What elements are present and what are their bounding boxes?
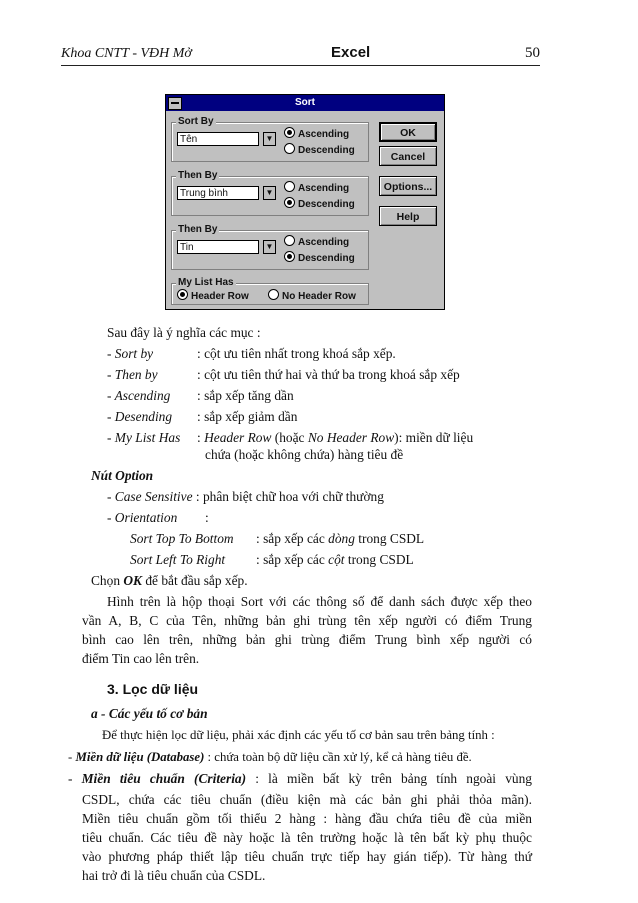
my-list-has-group <box>171 277 369 305</box>
header-center: Excel <box>331 44 371 61</box>
radio-off-icon <box>284 235 295 246</box>
para1-line3: bình cao lên trên, những bản ghi trùng điểm Trung bình xếp người có <box>82 632 532 647</box>
header-rule <box>61 65 540 66</box>
sort-by-group <box>171 116 369 162</box>
then-by-combo-2[interactable]: Tin <box>177 240 259 254</box>
section-heading: 3. Lọc dữ liệu <box>107 681 199 697</box>
ok-button[interactable]: OK <box>379 122 437 142</box>
criteria-line1: - Miền tiêu chuẩn (Criteria) : là miền bất kỳ trên bảng tính ngoài vùng <box>68 771 532 786</box>
sort-by-legend: Sort By <box>178 116 214 127</box>
then-by-2-descending-radio[interactable]: Descending <box>284 251 355 263</box>
sort-dialog <box>165 94 445 310</box>
page-number: 50 <box>525 45 540 61</box>
term-my-list-has: - My List Has <box>107 430 181 445</box>
sort-by-ascending-radio[interactable]: Ascending <box>284 127 349 139</box>
then-by-legend-1: Then By <box>178 170 218 181</box>
term-left-to-right: Sort Left To Right <box>130 552 226 567</box>
dialog-titlebar <box>166 95 444 111</box>
case-sensitive-line: - Case Sensitive : phân biệt chữ hoa với chữ thường <box>107 489 384 504</box>
subsection-heading: a - Các yếu tố cơ bản <box>91 706 208 721</box>
para2: Để thực hiện lọc dữ liệu, phải xác định các yếu tố cơ bản sau trên bảng tính : <box>102 728 495 742</box>
no-header-row-radio[interactable]: No Header Row <box>268 289 356 301</box>
criteria-line5: vào phương pháp thiết lập tiêu chuẩn trực tiếp hay gián tiếp). Từ hàng thứ <box>82 849 532 864</box>
para1-line4: điểm Tin cao lên trên. <box>82 651 200 666</box>
criteria-line6: hai trở đi là tiêu chuẩn của CSDL. <box>82 868 266 883</box>
then-by-legend-2: Then By <box>178 224 218 235</box>
page-header <box>61 40 540 66</box>
desc-left-to-right: : sắp xếp các cột trong CSDL <box>256 552 414 567</box>
radio-on-icon <box>284 251 295 262</box>
radio-on-icon <box>284 127 295 138</box>
intro-text: Sau đây là ý nghĩa các mục : <box>107 325 261 340</box>
criteria-line4: tiêu chuẩn. Các tiêu đề này hoặc là tên trường hoặc là tên bất kỳ phụ thuộc <box>82 830 532 845</box>
header-row-radio[interactable]: Header Row <box>177 289 249 301</box>
radio-on-icon <box>177 289 188 300</box>
desc-my-list-has-2: chứa (hoặc không chứa) hàng tiêu đề <box>205 447 404 462</box>
then-by-2-ascending-radio[interactable]: Ascending <box>284 235 349 247</box>
sort-by-combo[interactable]: Tên <box>177 132 259 146</box>
then-by-1-ascending-radio[interactable]: Ascending <box>284 181 349 193</box>
term-ascending: - Ascending <box>107 388 171 403</box>
desc-sort-by: : cột ưu tiên nhất trong khoá sắp xếp. <box>197 346 396 361</box>
my-list-has-legend: My List Has <box>178 277 234 288</box>
desc-top-to-bottom: : sắp xếp các dòng trong CSDL <box>256 531 425 546</box>
sort-by-dropdown-icon[interactable]: ▼ <box>263 132 276 146</box>
dialog-title: Sort <box>295 97 315 108</box>
option-heading: Nút Option <box>91 468 154 483</box>
criteria-line2: CSDL, chứa các tiêu chuẩn (điều kiện mà các bản ghi phải thỏa mãn). <box>82 792 532 807</box>
then-by-combo-1[interactable]: Trung bình <box>177 186 259 200</box>
term-sort-by: - Sort by <box>107 346 154 361</box>
term-orientation: - Orientation <box>107 510 178 525</box>
database-line: - Miền dữ liệu (Database) : chứa toàn bộ dữ liệu cần xử lý, kể cả hàng tiêu đề. <box>68 750 472 764</box>
then-by-1-descending-radio[interactable]: Descending <box>284 197 355 209</box>
header-left: Khoa CNTT - VĐH Mở <box>61 46 192 61</box>
cancel-button[interactable]: Cancel <box>379 146 437 166</box>
radio-off-icon <box>284 181 295 192</box>
desc-ascending: : sắp xếp tăng dần <box>197 388 294 403</box>
desc-then-by: : cột ưu tiên thứ hai và thứ ba trong khoá sắp xếp <box>197 367 460 382</box>
radio-off-icon <box>268 289 279 300</box>
sort-by-descending-radio[interactable]: Descending <box>284 143 355 155</box>
desc-desending: : sắp xếp giảm dần <box>197 409 298 424</box>
term-top-to-bottom: Sort Top To Bottom <box>130 531 234 546</box>
options-button[interactable]: Options... <box>379 176 437 196</box>
orientation-colon: : <box>205 510 209 525</box>
para1-line1: Hình trên là hộp thoại Sort với các thông số để danh sách được xếp theo <box>107 594 532 609</box>
term-desending: - Desending <box>107 409 173 424</box>
help-button[interactable]: Help <box>379 206 437 226</box>
radio-on-icon <box>284 197 295 208</box>
then-by-dropdown-icon-2[interactable]: ▼ <box>263 240 276 254</box>
criteria-line3: Miền tiêu chuẩn gồm tối thiểu 2 hàng : hàng đầu chứa tiêu đề của miền <box>82 811 532 826</box>
term-then-by: - Then by <box>107 367 158 382</box>
para1-line2: vần A, B, C của Tên, những bản ghi trùng tên xếp người có điểm Trung <box>82 613 532 628</box>
desc-my-list-has: : Header Row (hoặc No Header Row): miền dữ liệu <box>197 430 474 445</box>
choose-ok-text: Chọn OK để bắt đầu sắp xếp. <box>91 573 248 588</box>
then-by-group-1 <box>171 170 369 216</box>
radio-off-icon <box>284 143 295 154</box>
then-by-group-2 <box>171 224 369 270</box>
then-by-dropdown-icon-1[interactable]: ▼ <box>263 186 276 200</box>
